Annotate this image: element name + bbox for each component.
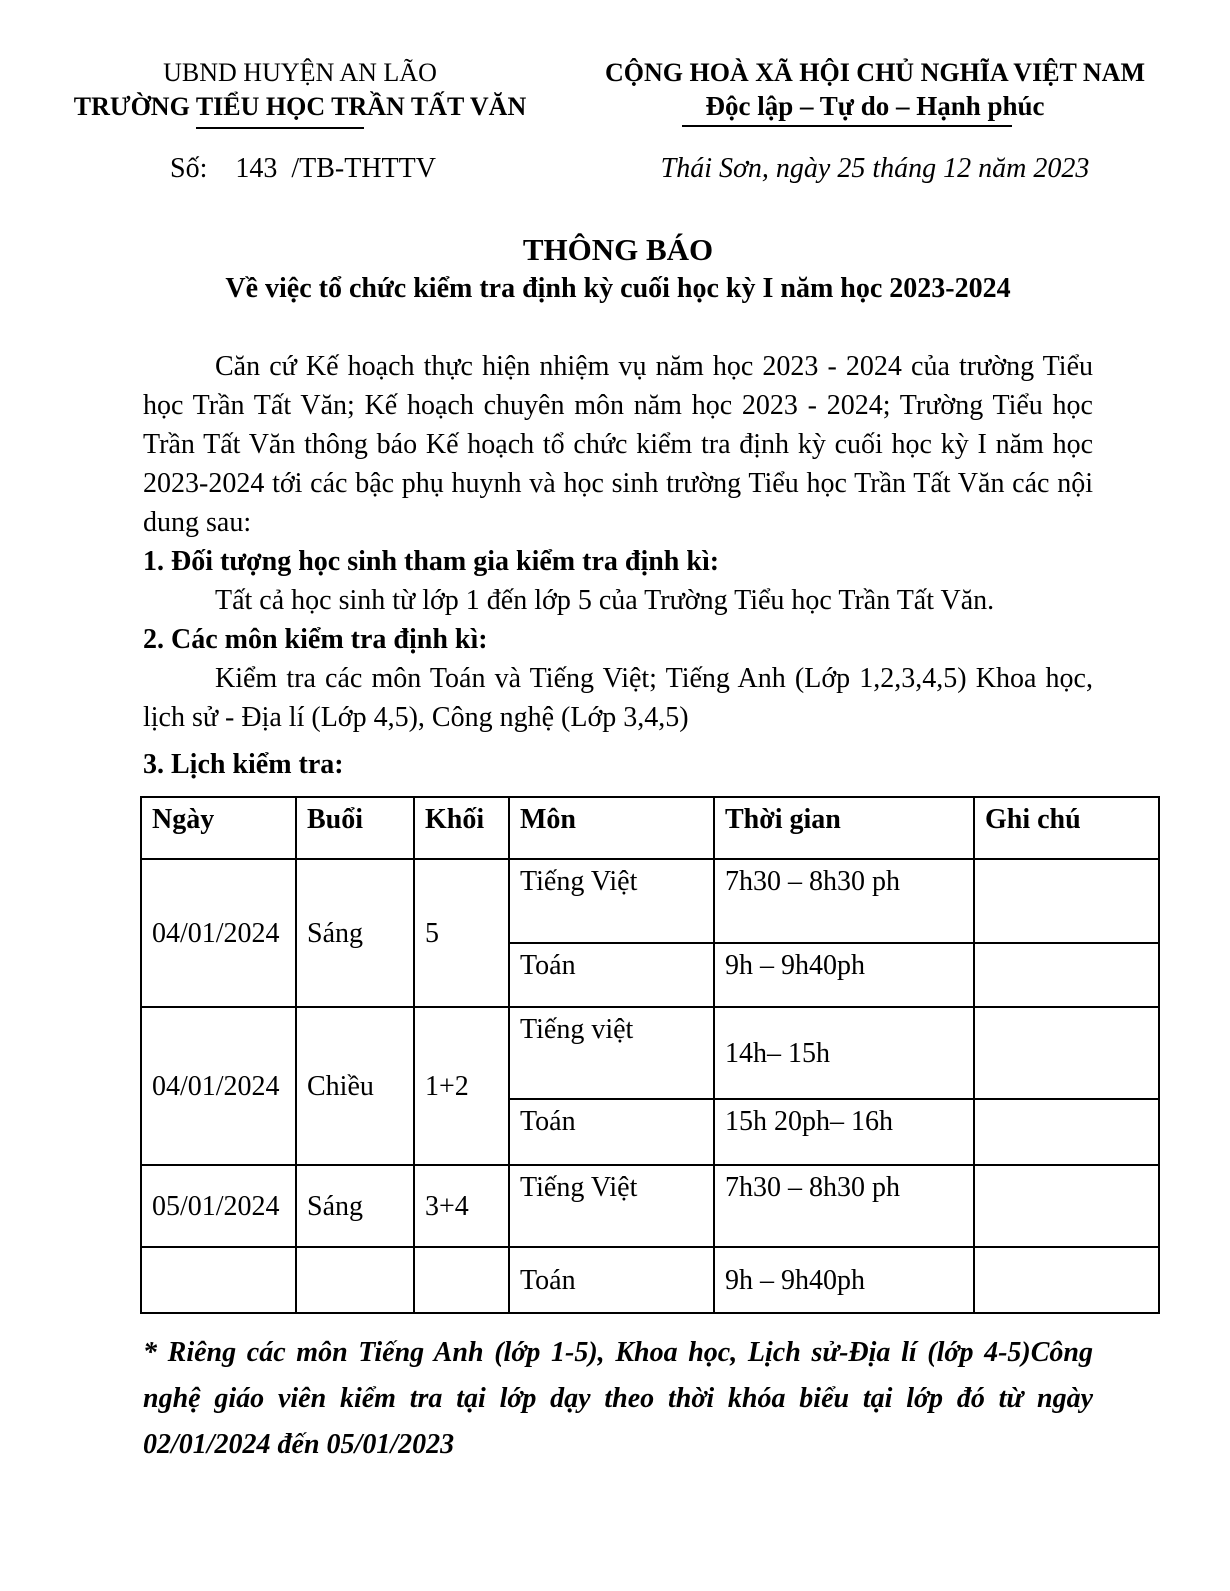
subject-cell: Tiếng việt: [509, 1007, 714, 1099]
col-header-session: Buổi: [296, 797, 414, 859]
session-cell: Chiều: [296, 1007, 414, 1165]
doc-number: Số: 143 /TB-THTTV: [170, 153, 436, 184]
grade-cell: 3+4: [414, 1165, 509, 1247]
org-parent-line: UBND HUYỆN AN LÃO: [163, 58, 437, 87]
doc-subtitle: Về việc tổ chức kiểm tra định kỳ cuối học kỳ I năm học 2023-2024: [225, 273, 1011, 304]
intro-paragraph: Căn cứ Kế hoạch thực hiện nhiệm vụ năm học 2023 - 2024 của trường Tiểu học Trần Tất Văn; Kế hoạch chuyên môn năm học 2023 - 2024; Trường Tiểu học Trần Tất Văn thông báo Kế hoạch tổ chức kiểm tra định kỳ cuối học kỳ I năm học 2023-2024 tới các bậc phụ huynh và học sinh trường Tiểu học Trần Tất Văn các nội dung sau:: [143, 351, 1093, 538]
national-title-line: CỘNG HOÀ XÃ HỘI CHỦ NGHĨA VIỆT NAM: [604, 58, 1146, 87]
subject-cell: Toán: [509, 1247, 714, 1313]
subject-cell: Tiếng Việt: [509, 1165, 714, 1247]
table-row: [141, 1007, 1159, 1099]
subject-cell: Toán: [509, 943, 714, 1007]
note-cell: [974, 1165, 1159, 1247]
subject-cell: Tiếng Việt: [509, 859, 714, 943]
place-date-line: Thái Sơn, ngày 25 tháng 12 năm 2023: [660, 153, 1090, 184]
session-cell: Sáng: [296, 859, 414, 1007]
table-row: [141, 859, 1159, 943]
section-2-heading: 2. Các môn kiểm tra định kì:: [143, 624, 488, 655]
col-header-subject: Môn: [509, 797, 714, 859]
doc-title: THÔNG BÁO: [522, 232, 714, 267]
document-body: [143, 231, 1093, 784]
date-cell: 04/01/2024: [141, 859, 296, 1007]
col-header-note: Ghi chú: [974, 797, 1159, 859]
table-header-row: [141, 797, 1159, 859]
col-header-date: Ngày: [141, 797, 296, 859]
note-cell: [974, 1007, 1159, 1099]
footnote-paragraph: * Riêng các môn Tiếng Anh (lớp 1-5), Khoa học, Lịch sử-Địa lí (lớp 4-5)Công nghệ giáo viên kiểm tra tại lớp dạy theo thời khóa biểu tại lớp đó từ ngày 02/01/2024 đến 05/01/2023: [143, 1337, 1093, 1460]
section-2-body: Kiểm tra các môn Toán và Tiếng Việt; Tiếng Anh (Lớp 1,2,3,4,5) Khoa học, lịch sử - Địa lí (Lớp 4,5), Công nghệ (Lớp 3,4,5): [143, 663, 1093, 733]
document-header: [0, 0, 1230, 185]
time-cell: 15h 20ph– 16h: [714, 1099, 974, 1165]
session-cell: [296, 1247, 414, 1313]
time-cell: 7h30 – 8h30 ph: [714, 859, 974, 943]
national-header-block: [600, 56, 1230, 185]
note-cell: [974, 943, 1159, 1007]
grade-cell: 5: [414, 859, 509, 1007]
date-cell: 05/01/2024: [141, 1165, 296, 1247]
col-header-grade: Khối: [414, 797, 509, 859]
grade-cell: [414, 1247, 509, 1313]
col-header-time: Thời gian: [714, 797, 974, 859]
exam-schedule-table: [140, 796, 1160, 1314]
note-cell: [974, 1099, 1159, 1165]
date-cell: 04/01/2024: [141, 1007, 296, 1165]
note-cell: [974, 1247, 1159, 1313]
national-motto-line: Độc lập – Tự do – Hạnh phúc: [705, 91, 1045, 121]
section-1-heading: 1. Đối tượng học sinh tham gia kiểm tra định kì:: [143, 546, 720, 577]
section-3-heading: 3. Lịch kiểm tra:: [143, 749, 344, 780]
section-1-body: Tất cả học sinh từ lớp 1 đến lớp 5 của Trường Tiểu học Trần Tất Văn.: [215, 585, 995, 616]
time-cell: 7h30 – 8h30 ph: [714, 1165, 974, 1247]
motto-underline: [682, 125, 1012, 127]
table-row: [141, 1247, 1159, 1313]
table-row: [141, 1165, 1159, 1247]
time-cell: 9h – 9h40ph: [714, 943, 974, 1007]
note-cell: [974, 859, 1159, 943]
session-cell: Sáng: [296, 1165, 414, 1247]
grade-cell: 1+2: [414, 1007, 509, 1165]
date-cell: [141, 1247, 296, 1313]
org-underline: [196, 127, 364, 129]
subject-cell: Toán: [509, 1099, 714, 1165]
time-cell: 9h – 9h40ph: [714, 1247, 974, 1313]
issuing-org-block: [0, 56, 600, 185]
time-cell: 14h– 15h: [714, 1007, 974, 1099]
org-name-line: TRƯỜNG TIỂU HỌC TRẦN TẤT VĂN: [73, 92, 527, 121]
